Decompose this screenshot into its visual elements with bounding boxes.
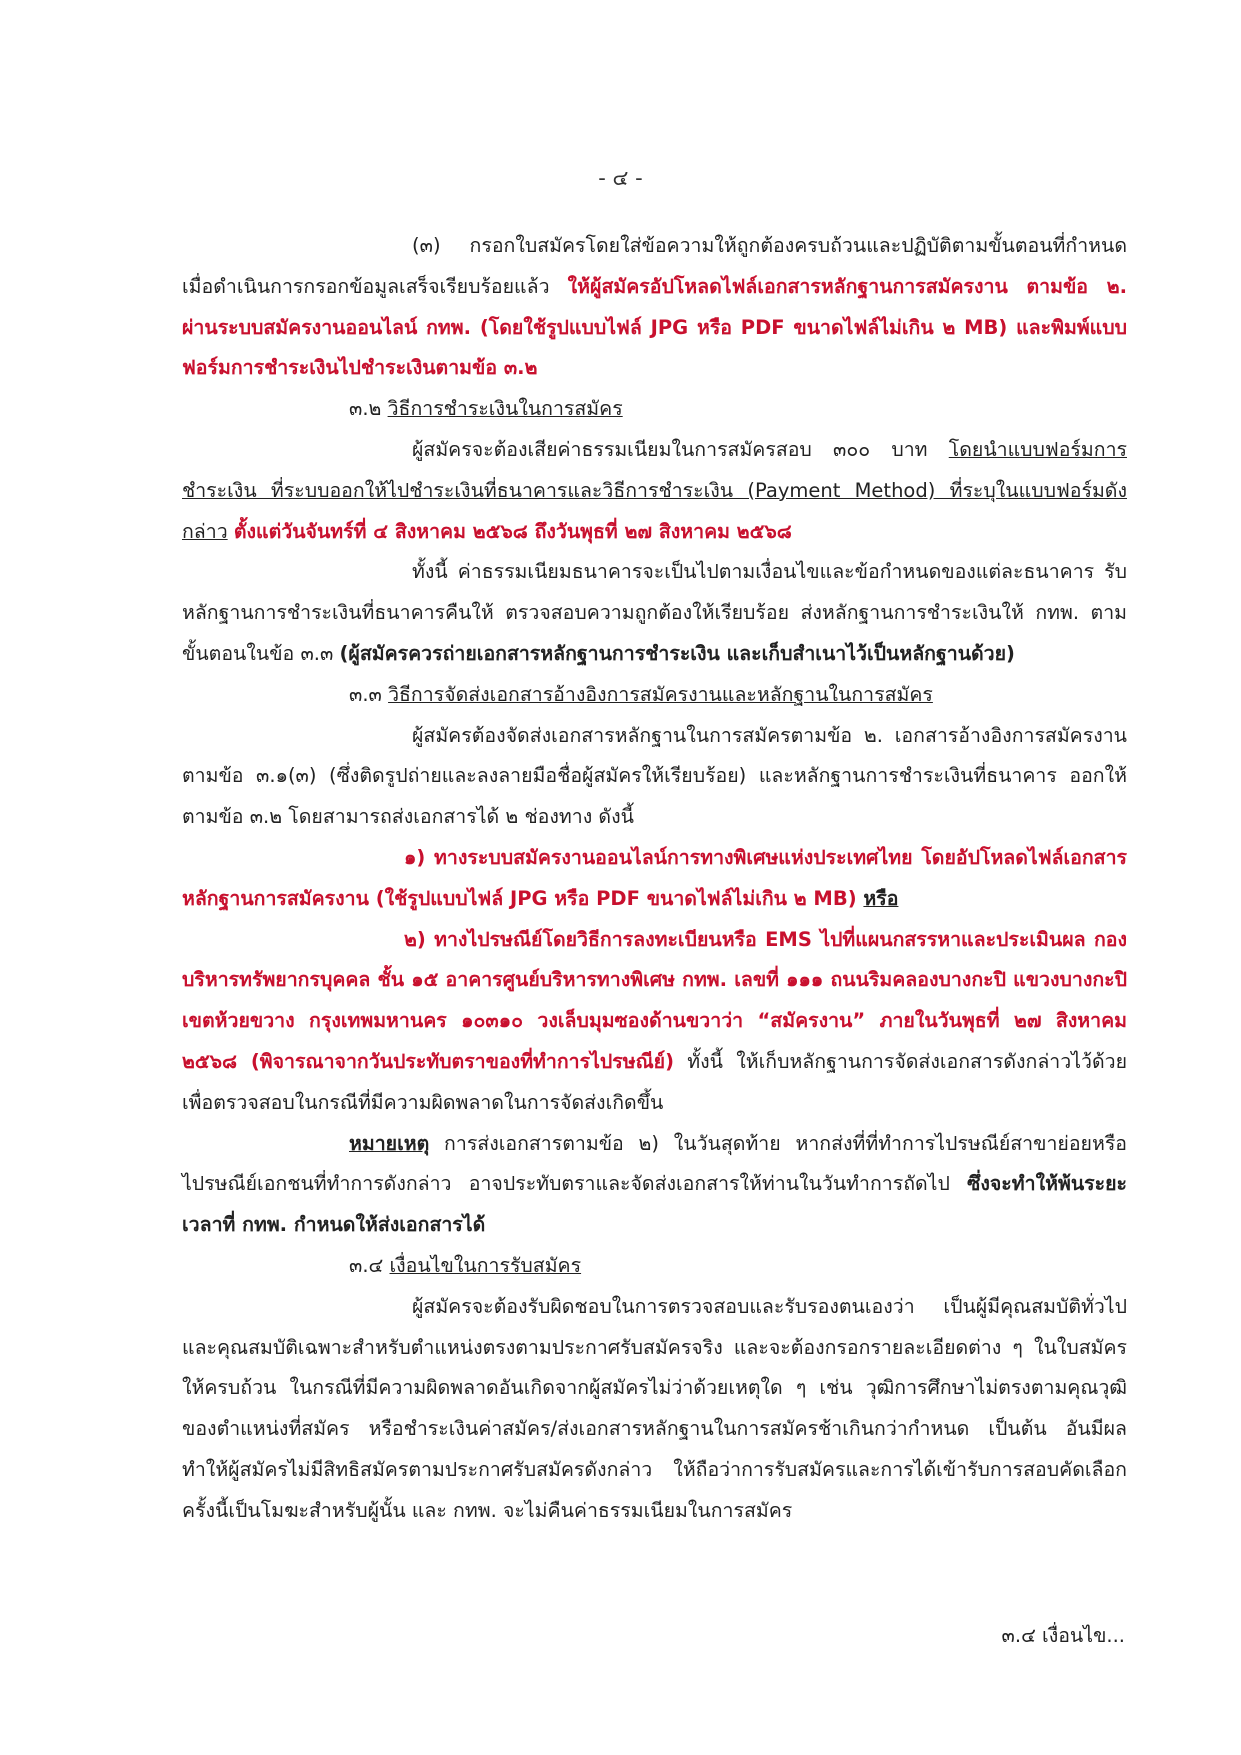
paragraph-bank-fee (182, 552, 1127, 674)
section-3-3-heading (182, 675, 1127, 716)
paragraph-remark (182, 1124, 1127, 1246)
remark-text: การส่งเอกสารตามข้อ ๒) ในวันสุดท้าย หากส่งที่ที่ทำการไปรษณีย์สาขาย่อยหรือไปรษณีย์เอกชนที่ทำการดังกล่าว อาจประทับตราและจัดส่งเอกสารให้ท่านในวันทำการถัดไป (182, 1131, 1127, 1196)
paragraph-channel-online (182, 838, 1127, 920)
section-title: วิธีการจัดส่งเอกสารอ้างอิงการสมัครงานและหลักฐานในการสมัคร (388, 682, 933, 706)
remark-label: หมายเหตุ (349, 1131, 430, 1155)
fee-text: ผู้สมัครจะต้องเสียค่าธรรมเนียมในการสมัครสอบ ๓๐๐ บาท (412, 437, 949, 461)
copy-evidence-note: (ผู้สมัครควรถ่ายเอกสารหลักฐานการชำระเงิน และเก็บสำเนาไว้เป็นหลักฐานด้วย) (339, 641, 1015, 665)
page-number: - ๔ - (598, 166, 643, 190)
document-body (182, 226, 1127, 1532)
bank-fee-text: ทั้งนี้ ค่าธรรมเนียมธนาคารจะเป็นไปตามเงื่อนไขและข้อกำหนดของแต่ละธนาคาร รับหลักฐานการชำระเงินที่ธนาคารคืนให้ ตรวจสอบความถูกต้องให้เรียบร้อย ส่งหลักฐานการชำระเงินให้ กทพ. ตามขั้นตอนในข้อ ๓.๓ (182, 560, 1127, 665)
paragraph-step-3 (182, 226, 1127, 389)
or-label: หรือ (863, 886, 899, 910)
section-number: ๓.๒ (349, 397, 388, 421)
paragraph-submission: ผู้สมัครต้องจัดส่งเอกสารหลักฐานในการสมัครตามข้อ ๒. เอกสารอ้างอิงการสมัครงาน ตามข้อ ๓.๑(๓) (ซึ่งติดรูปถ่ายและลงลายมือชื่อผู้สมัครให้เรียบร้อย) และหลักฐานการชำระเงินที่ธนาคาร ออกให้ ตามข้อ ๓.๒ โดยสามารถส่งเอกสารได้ ๒ ช่องทาง ดังนี้ (182, 723, 1127, 829)
paragraph-payment-fee (182, 430, 1127, 552)
step-3-text: (๓) กรอกใบสมัครโดยใส่ข้อความให้ถูกต้องครบถ้วนและปฏิบัติตามขั้นตอนที่กำหนด เมื่อดำเนินการกรอกข้อมูลเสร็จเรียบร้อยแล้ว (182, 234, 1127, 298)
continuation-footer: ๓.๔ เงื่อนไข... (1001, 1624, 1125, 1647)
section-number: ๓.๔ (349, 1253, 390, 1277)
payment-method-underlined: โดยนำแบบฟอร์มการชำระเงิน ที่ระบบออกให้ไปชำระเงินที่ธนาคารและวิธีการชำระเงิน (Payment Method) ที่ระบุในแบบฟอร์มดังกล่าว (182, 437, 1127, 543)
section-3-2-heading (182, 389, 1127, 430)
upload-instruction-highlight: ให้ผู้สมัครอัปโหลดไฟล์เอกสารหลักฐานการสมัครงาน ตามข้อ ๒. ผ่านระบบสมัครงานออนไลน์ กทพ. (โดยใช้รูปแบบไฟล์ JPG หรือ PDF ขนาดไฟล์ไม่เกิน ๒ MB) และพิมพ์แบบฟอร์มการชำระเงินไปชำระเงินตามข้อ ๓.๒ (182, 274, 1127, 380)
section-3-4-heading (182, 1246, 1127, 1287)
section-number: ๓.๓ (349, 682, 389, 706)
paragraph-conditions: ผู้สมัครจะต้องรับผิดชอบในการตรวจสอบและรับรองตนเองว่า เป็นผู้มีคุณสมบัติทั่วไปและคุณสมบัติเฉพาะสำหรับตำแหน่งตรงตามประกาศรับสมัครจริง และจะต้องกรอกรายละเอียดต่าง ๆ ในใบสมัครให้ครบถ้วน ในกรณีที่มีความผิดพลาดอันเกิดจากผู้สมัครไม่ว่าด้วยเหตุใด ๆ เช่น วุฒิการศึกษาไม่ตรงตามคุณวุฒิของตำแหน่งที่สมัคร หรือชำระเงินค่าสมัคร/ส่งเอกสารหลักฐานในการสมัครช้าเกินกว่ากำหนด เป็นต้น อันมีผลทำให้ผู้สมัครไม่มีสิทธิสมัครตามประกาศรับสมัครดังกล่าว ให้ถือว่าการรับสมัครและการได้เข้ารับการสอบคัดเลือกครั้งนี้เป็นโมฆะสำหรับผู้นั้น และ กทพ. จะไม่คืนค่าธรรมเนียมในการสมัคร (182, 1294, 1127, 1522)
remark-bold-text: ซึ่งจะทำให้พ้นระยะเวลาที่ กทพ. กำหนดให้ส่งเอกสารได้ (182, 1172, 1127, 1237)
channel-online-text: ๑) ทางระบบสมัครงานออนไลน์การทางพิเศษแห่งประเทศไทย โดยอัปโหลดไฟล์เอกสารหลักฐานการสมัครงาน (ใช้รูปแบบไฟล์ JPG หรือ PDF ขนาดไฟล์ไม่เกิน ๒ MB) (182, 845, 1127, 910)
channel-post-text: ๒) ทางไปรษณีย์โดยวิธีการลงทะเบียนหรือ EMS ไปที่แผนกสรรหาและประเมินผล กองบริหารทรัพยากรบุคคล ชั้น ๑๕ อาคารศูนย์บริหารทางพิเศษ กทพ. เลขที่ ๑๑๑ ถนนริมคลองบางกะปิ แขวงบางกะปิ เขตห้วยขวาง กรุงเทพมหานคร ๑๐๓๑๐ วงเล็บมุมซองด้านขวาว่า “สมัครงาน” ภายในวันพุธที่ ๒๗ สิงหาคม ๒๕๖๘ (พิจารณาจากวันประทับตราของที่ทำการไปรษณีย์) (182, 927, 1127, 1073)
paragraph-channel-post (182, 920, 1127, 1124)
payment-period-highlight: ตั้งแต่วันจันทร์ที่ ๔ สิงหาคม ๒๕๖๘ ถึงวันพุธที่ ๒๗ สิงหาคม ๒๕๖๘ (233, 519, 792, 543)
channel-post-note: ทั้งนี้ ให้เก็บหลักฐานการจัดส่งเอกสารดังกล่าวไว้ด้วย เพื่อตรวจสอบในกรณีที่มีความผิดพลาดในการจัดส่งเกิดขึ้น (182, 1049, 1127, 1114)
section-title: เงื่อนไขในการรับสมัคร (389, 1253, 582, 1277)
section-title: วิธีการชำระเงินในการสมัคร (387, 397, 623, 421)
